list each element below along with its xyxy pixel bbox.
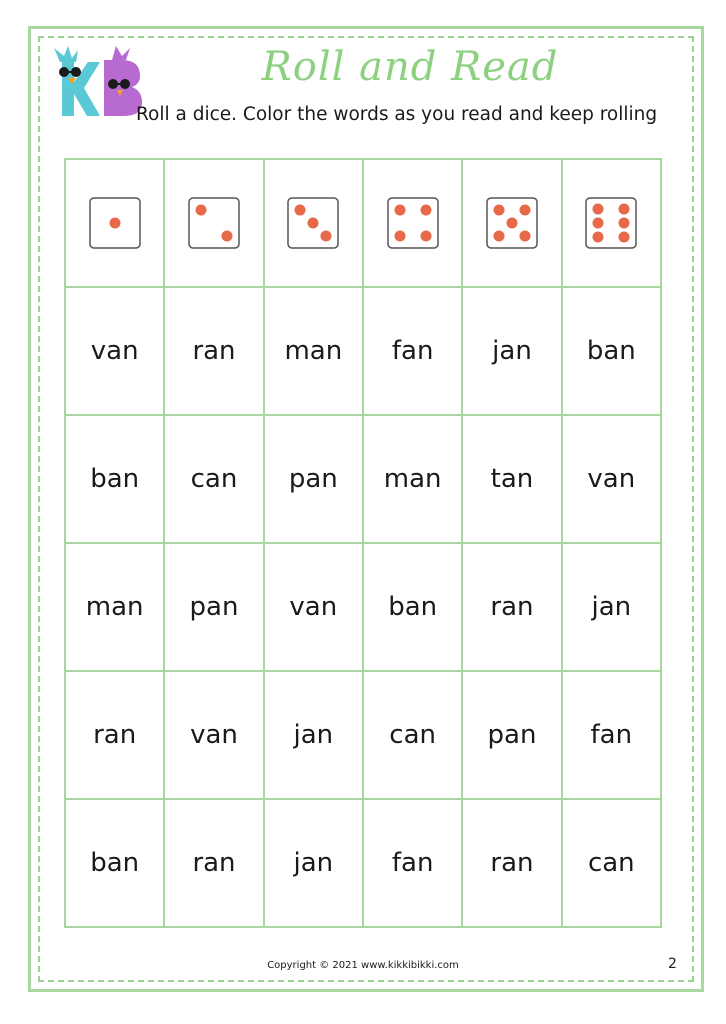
word-row [65,799,661,927]
word-cell[interactable]: man [65,543,164,671]
word-cell[interactable]: van [264,543,363,671]
die-one-icon [88,196,142,250]
word-cell[interactable]: fan [562,671,661,799]
word-cell[interactable]: van [164,671,263,799]
word-cell[interactable]: jan [462,287,561,415]
dice-cell [164,159,263,287]
word-cell[interactable]: ran [164,287,263,415]
die-pip [221,231,232,242]
die-pip [619,232,630,243]
die-pip [420,205,431,216]
die-face [189,198,239,248]
die-pip [109,218,120,229]
word-cell[interactable]: tan [462,415,561,543]
word-row [65,543,661,671]
word-row [65,415,661,543]
instructions-text: Roll a dice. Color the words as you read and keep rolling [136,104,658,125]
dice-header-row [65,159,661,287]
die-pip [295,205,306,216]
word-cell[interactable]: van [562,415,661,543]
die-pip [394,231,405,242]
die-pip [593,232,604,243]
dice-cell [363,159,462,287]
word-cell[interactable]: fan [363,287,462,415]
word-cell[interactable]: ran [462,543,561,671]
die-five-icon [485,196,539,250]
word-cell[interactable]: can [562,799,661,927]
word-cell[interactable]: ban [363,543,462,671]
word-cell[interactable]: jan [264,671,363,799]
die-pip [593,218,604,229]
die-pip [519,231,530,242]
die-pip [506,218,517,229]
dice-cell [264,159,363,287]
roll-and-read-grid [64,158,662,928]
copyright-text: Copyright © 2021 www.kikkibikki.com [267,960,459,971]
word-cell[interactable]: fan [363,799,462,927]
die-pip [195,205,206,216]
word-cell[interactable]: jan [264,799,363,927]
die-pip [519,205,530,216]
word-cell[interactable]: man [264,287,363,415]
word-cell[interactable]: ran [65,671,164,799]
word-cell[interactable]: can [363,671,462,799]
word-cell[interactable]: ban [562,287,661,415]
die-two-icon [187,196,241,250]
die-pip [321,231,332,242]
word-cell[interactable]: ban [65,799,164,927]
word-cell[interactable]: van [65,287,164,415]
page-number: 2 [668,956,677,972]
kikkibikki-logo [50,44,145,124]
die-pip [394,205,405,216]
word-cell[interactable]: ran [462,799,561,927]
die-four-icon [386,196,440,250]
word-row [65,671,661,799]
word-cell[interactable]: can [164,415,263,543]
word-cell[interactable]: jan [562,543,661,671]
die-pip [493,205,504,216]
die-pip [593,204,604,215]
page-title: Roll and Read [261,44,559,90]
word-cell[interactable]: man [363,415,462,543]
word-cell[interactable]: pan [164,543,263,671]
dice-cell [65,159,164,287]
word-cell[interactable]: ban [65,415,164,543]
die-pip [493,231,504,242]
dice-cell [462,159,561,287]
word-row [65,287,661,415]
word-cell[interactable]: pan [462,671,561,799]
die-pip [420,231,431,242]
dice-cell [562,159,661,287]
die-three-icon [286,196,340,250]
die-six-icon [584,196,638,250]
die-pip [308,218,319,229]
die-pip [619,204,630,215]
die-face [388,198,438,248]
die-pip [619,218,630,229]
word-cell[interactable]: ran [164,799,263,927]
word-cell[interactable]: pan [264,415,363,543]
